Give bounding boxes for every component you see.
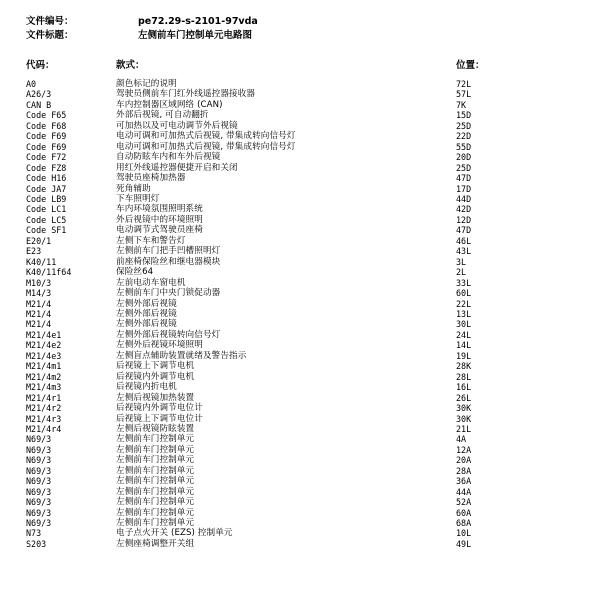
list-item (0, 476, 603, 486)
list-item (0, 267, 603, 277)
component-code: CAN B (26, 99, 52, 110)
list-item (0, 100, 603, 110)
column-header-code: 代码： (26, 60, 55, 71)
list-item (0, 152, 603, 162)
component-code: Code F69 (26, 141, 67, 152)
component-code: M21/4m1 (26, 361, 62, 372)
list-item (0, 257, 603, 267)
list-item (0, 236, 603, 246)
component-description: 左侧外部后视镜转向信号灯 (116, 329, 221, 340)
component-position: 36A (456, 476, 472, 487)
component-description: 自动防眩车内和车外后视镜 (116, 152, 221, 163)
component-code: Code JA7 (26, 183, 67, 194)
component-description: 后视镜内外调节电机 (116, 371, 195, 382)
component-position: 2L (456, 267, 467, 278)
component-position: 12A (456, 444, 472, 455)
component-description: 死角辅助 (116, 183, 151, 194)
component-position: 24L (456, 329, 472, 340)
component-position: 30K (456, 413, 472, 424)
list-item (0, 361, 603, 371)
list-item (0, 382, 603, 392)
component-position: 20D (456, 152, 472, 163)
list-item (0, 131, 603, 141)
list-item (0, 319, 603, 329)
component-position: 28K (456, 361, 472, 372)
list-item (0, 497, 603, 507)
component-position: 10L (456, 528, 472, 539)
list-item (0, 79, 603, 89)
file-number-value: pe72.29-s-2101-97vda (138, 16, 258, 27)
component-position: 60L (456, 288, 472, 299)
component-description: 左侧前车门控制单元 (116, 486, 195, 497)
component-code: N69/3 (26, 507, 52, 518)
component-code: K40/11 (26, 256, 57, 267)
component-code: M21/4 (26, 308, 52, 319)
component-description: 左侧后视镜防眩装置 (116, 423, 195, 434)
component-description: 驾驶员座椅加热器 (116, 173, 186, 184)
list-item (0, 299, 603, 309)
component-code: M21/4m3 (26, 382, 62, 393)
component-code: M14/3 (26, 288, 52, 299)
component-position: 44D (456, 193, 472, 204)
component-code: M21/4e1 (26, 329, 62, 340)
component-code: N69/3 (26, 476, 52, 487)
list-item (0, 204, 603, 214)
component-code: Code F72 (26, 152, 67, 163)
list-item (0, 351, 603, 361)
component-position: 12D (456, 214, 472, 225)
component-position: 28A (456, 465, 472, 476)
component-description: 颜色标记的说明 (116, 79, 177, 89)
component-description: 电动可调和可加热式后视镜, 带集成转向信号灯 (116, 131, 296, 142)
list-item (0, 142, 603, 152)
component-code: M21/4r3 (26, 413, 62, 424)
component-position: 25D (456, 162, 472, 173)
component-description: 左侧前车门控制单元 (116, 465, 195, 476)
component-position: 55D (456, 141, 472, 152)
component-description: 左侧前车门控制单元 (116, 507, 195, 518)
component-description: 左侧前车门控制单元 (116, 476, 195, 487)
column-header-position: 位置： (456, 60, 485, 71)
component-list (0, 79, 603, 549)
component-description: 左侧座椅调整开关组 (116, 538, 195, 549)
component-position: 57L (456, 89, 472, 100)
list-item (0, 403, 603, 413)
list-item (0, 340, 603, 350)
component-description: 外后视镜中的环境照明 (116, 214, 203, 225)
component-code: N69/3 (26, 465, 52, 476)
component-description: 电子点火开关 (EZS) 控制单元 (116, 528, 233, 539)
component-description: 左侧外后视镜环境照明 (116, 340, 203, 351)
component-position: 22L (456, 298, 472, 309)
component-code: Code LC1 (26, 204, 67, 215)
component-position: 60A (456, 507, 472, 518)
component-position: 46L (456, 235, 472, 246)
list-item (0, 278, 603, 288)
component-description: 电动调节式驾驶员座椅 (116, 225, 203, 236)
list-item (0, 528, 603, 538)
component-code: M21/4 (26, 319, 52, 330)
component-code: N69/3 (26, 497, 52, 508)
component-code: M21/4e3 (26, 350, 62, 361)
component-code: N69/3 (26, 444, 52, 455)
component-description: 左侧盲点辅助装置就绪及警告指示 (116, 350, 247, 361)
list-item (0, 225, 603, 235)
component-description: 左侧前车门控制单元 (116, 518, 195, 529)
component-description: 车内控制器区域网络 (CAN) (116, 99, 223, 110)
component-position: 4A (456, 434, 467, 445)
component-position: 30L (456, 319, 472, 330)
list-item (0, 393, 603, 403)
component-code: N73 (26, 528, 42, 539)
component-description: 后视镜上下调节电位计 (116, 413, 203, 424)
file-title-label: 文件标题： (26, 30, 74, 41)
component-description: 左侧前车门控制单元 (116, 434, 195, 445)
component-position: 44A (456, 486, 472, 497)
component-position: 26L (456, 392, 472, 403)
component-code: A26/3 (26, 89, 52, 100)
list-item (0, 455, 603, 465)
file-title-value: 左侧前车门控制单元电路图 (138, 30, 253, 41)
list-item (0, 539, 603, 549)
component-code: Code FZ8 (26, 162, 67, 173)
component-description: 左侧前车门控制单元 (116, 497, 195, 508)
list-item (0, 288, 603, 298)
component-description: 左侧后视镜加热装置 (116, 392, 195, 403)
component-position: 19L (456, 350, 472, 361)
component-description: 后视镜内折电机 (116, 382, 177, 393)
component-code: Code SF1 (26, 225, 67, 236)
component-description: 前座椅保险丝和继电器模块 (116, 256, 221, 267)
component-code: Code F65 (26, 110, 67, 121)
column-header-model: 款式： (116, 60, 145, 71)
component-code: K40/11f64 (26, 267, 72, 278)
component-code: M21/4r1 (26, 392, 62, 403)
component-code: E20/1 (26, 235, 52, 246)
component-code: N69/3 (26, 455, 52, 466)
component-code: M10/3 (26, 277, 52, 288)
component-description: 可加热以及可电动调节外后视镜 (116, 120, 238, 131)
list-item (0, 89, 603, 99)
component-code: Code LC5 (26, 214, 67, 225)
list-item (0, 487, 603, 497)
component-code: Code F68 (26, 120, 67, 131)
component-code: S203 (26, 538, 47, 549)
list-item (0, 466, 603, 476)
component-description: 左前电动车窗电机 (116, 277, 186, 288)
component-description: 左侧前车门控制单元 (116, 444, 195, 455)
list-item (0, 110, 603, 120)
component-code: M21/4e2 (26, 340, 62, 351)
component-position: 13L (456, 308, 472, 319)
component-position: 20A (456, 455, 472, 466)
component-position: 52A (456, 497, 472, 508)
list-item (0, 414, 603, 424)
list-item (0, 372, 603, 382)
component-code: Code F69 (26, 131, 67, 142)
component-position: 21L (456, 423, 472, 434)
file-number-label: 文件编号： (26, 16, 74, 27)
component-position: 72L (456, 79, 472, 89)
component-description: 用红外线遥控器便捷开启和关闭 (116, 162, 238, 173)
component-position: 49L (456, 538, 472, 549)
list-item (0, 184, 603, 194)
component-position: 47D (456, 225, 472, 236)
component-position: 14L (456, 340, 472, 351)
component-description: 左侧前车门把手凹槽照明灯 (116, 246, 221, 257)
list-item (0, 173, 603, 183)
component-description: 左侧下车和警告灯 (116, 235, 186, 246)
component-position: 7K (456, 99, 467, 110)
component-code: M21/4r2 (26, 403, 62, 414)
component-position: 25D (456, 120, 472, 131)
list-item (0, 518, 603, 528)
component-code: N69/3 (26, 434, 52, 445)
component-code: N69/3 (26, 518, 52, 529)
list-item (0, 163, 603, 173)
component-position: 28L (456, 371, 472, 382)
component-description: 电动可调和可加热式后视镜, 带集成转向信号灯 (116, 141, 296, 152)
component-description: 左侧外部后视镜 (116, 319, 177, 330)
component-code: N69/3 (26, 486, 52, 497)
component-description: 左侧前车门控制单元 (116, 455, 195, 466)
component-code: E23 (26, 246, 42, 257)
list-item (0, 508, 603, 518)
component-description: 后视镜上下调节电机 (116, 361, 195, 372)
component-code: Code H16 (26, 173, 67, 184)
component-position: 15D (456, 110, 472, 121)
component-position: 68A (456, 518, 472, 529)
component-code: M21/4m2 (26, 371, 62, 382)
component-code: M21/4 (26, 298, 52, 309)
list-item (0, 445, 603, 455)
list-item (0, 194, 603, 204)
component-description: 左侧前车门中央门锁促动器 (116, 288, 221, 299)
component-description: 左侧外部后视镜 (116, 298, 177, 309)
list-item (0, 434, 603, 444)
list-item (0, 424, 603, 434)
component-description: 下车照明灯 (116, 193, 160, 204)
component-position: 33L (456, 277, 472, 288)
list-item (0, 215, 603, 225)
component-code: M21/4r4 (26, 423, 62, 434)
component-description: 保险丝64 (116, 267, 154, 278)
component-position: 42D (456, 204, 472, 215)
component-description: 车内环境氛围照明系统 (116, 204, 203, 215)
component-code: Code LB9 (26, 193, 67, 204)
component-description: 外部后视镜, 可自动翻折 (116, 110, 209, 121)
component-position: 43L (456, 246, 472, 257)
list-item (0, 309, 603, 319)
list-item (0, 121, 603, 131)
component-position: 16L (456, 382, 472, 393)
list-item (0, 330, 603, 340)
component-position: 3L (456, 256, 467, 267)
component-position: 17D (456, 183, 472, 194)
component-description: 驾驶员侧前车门红外线遥控器接收器 (116, 89, 256, 100)
component-position: 22D (456, 131, 472, 142)
list-item (0, 246, 603, 256)
component-position: 47D (456, 173, 472, 184)
component-code: A0 (26, 79, 37, 89)
component-description: 后视镜内外调节电位计 (116, 403, 203, 414)
component-position: 30K (456, 403, 472, 414)
component-description: 左侧外部后视镜 (116, 308, 177, 319)
